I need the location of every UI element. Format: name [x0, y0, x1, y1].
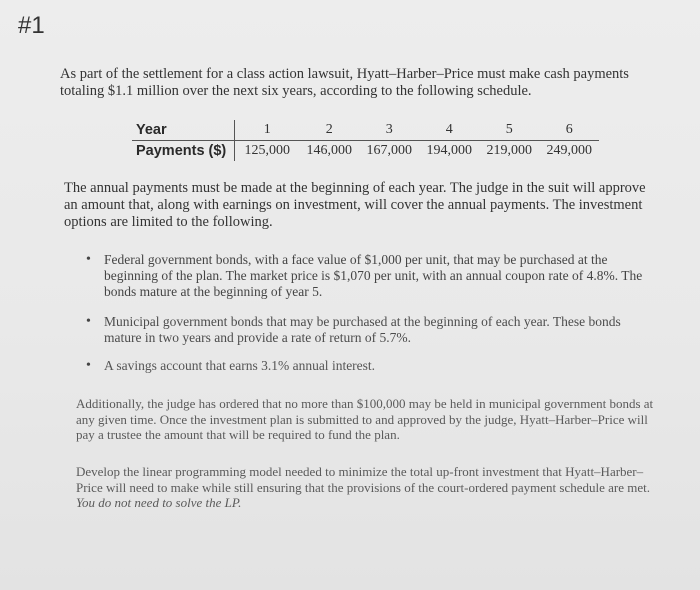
year-cell: 5 — [479, 120, 539, 141]
payment-cell: 146,000 — [306, 143, 353, 158]
year-cell: 3 — [359, 120, 419, 141]
year-label: Year — [132, 120, 235, 141]
additional-paragraph: Additionally, the judge has ordered that no more than $100,000 may be held in municipal government bonds at any given time. Once the investment plan is submitted to and approved by the judge, Hyatt–Harber–Price will pay a trustee the amount that will be required to fund the plan. — [76, 396, 654, 442]
problem-number: #1 — [18, 12, 45, 39]
intro-paragraph: As part of the settlement for a class action lawsuit, Hyatt–Harber–Price must make cash payments totaling $1.1 million over the next six years, according to the following schedule. — [60, 66, 629, 99]
develop-paragraph — [76, 464, 656, 511]
develop-text: Develop the linear programming model needed to minimize the total up-front investment that Hyatt–Harber–Price will need to make while still ensuring that the provisions of the court-ordered payment schedule are met. — [76, 464, 650, 495]
investment-options-list — [86, 252, 646, 374]
develop-emphasis: You do not need to solve the LP. — [76, 495, 242, 510]
option-federal-bonds: • Federal government bonds, with a face value of $1,000 per unit, that may be purchased at the beginning of the plan. The market price is $1,070 per unit, with an annual coupon rate of 4.8%. The bonds mature at the beginning of year 5. — [86, 252, 646, 300]
year-row — [132, 120, 599, 141]
payment-cell: 249,000 — [546, 143, 593, 158]
year-cell: 6 — [539, 120, 599, 141]
payment-cell: 125,000 — [244, 143, 291, 158]
payments-label: Payments ($) — [132, 141, 235, 162]
payment-cell: 194,000 — [426, 143, 473, 158]
year-cell: 2 — [299, 120, 359, 141]
year-cell: 1 — [235, 120, 300, 141]
option-municipal-bonds: • Municipal government bonds that may be purchased at the beginning of each year. These bonds mature in two years and provide a rate of return of 5.7%. — [86, 314, 646, 346]
payment-cell: 167,000 — [366, 143, 413, 158]
option-savings-account: • A savings account that earns 3.1% annual interest. — [86, 358, 646, 374]
payment-schedule-table — [132, 120, 599, 161]
annual-payments-paragraph: The annual payments must be made at the beginning of each year. The judge in the suit will approve an amount that, along with earnings on investment, will cover the annual payments. The investment options are limited to the following. — [64, 180, 646, 230]
year-cell: 4 — [419, 120, 479, 141]
payment-cell: 219,000 — [486, 143, 533, 158]
payments-row — [132, 141, 599, 162]
